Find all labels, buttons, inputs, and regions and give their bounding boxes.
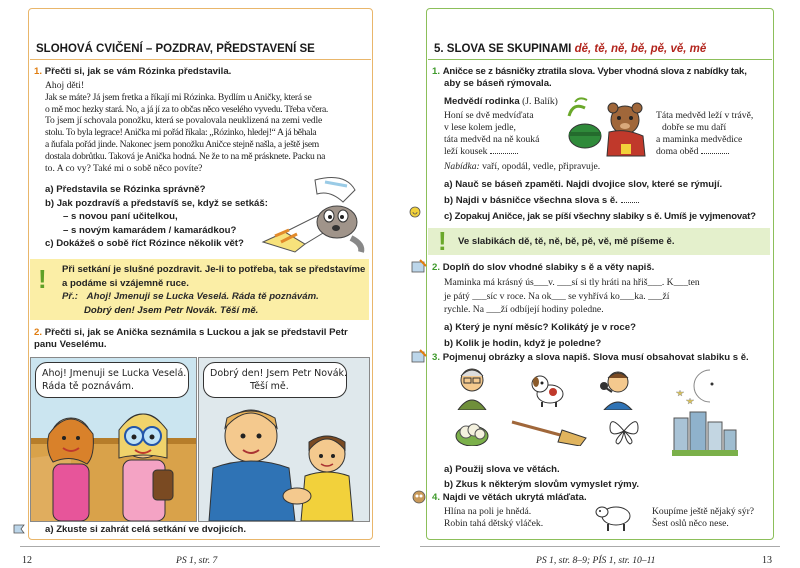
left-task2-heading (34, 327, 364, 351)
poem-line: v lese kolem jedle, (444, 121, 516, 133)
bubble-line: Těší mě. (250, 381, 289, 392)
example-label: Př.: (62, 291, 78, 302)
rule-line: Při setkání je slušné pozdravit. Je-li to potřeba, tak se představíme (62, 264, 366, 275)
snail-icon (408, 205, 422, 219)
speech-bubble-petr (203, 362, 347, 398)
poem-author: (J. Balík) (522, 96, 558, 107)
syllable-rule: Ve slabikách dě, tě, ně, bě, pě, vě, mě píšeme ě. (458, 236, 675, 247)
letter-line: a ňufala pořád jinde. Nakonec jsem ponožku Aničce stejně našla, a ještě jsem (45, 138, 319, 150)
task-text: Přečti si, jak se Anička seznámila s Luckou a jak se představil Petr (44, 327, 348, 338)
poem-line: dobře se mu daří (662, 121, 727, 133)
task-text: panu Veselému. (34, 339, 107, 350)
footer-line (20, 546, 380, 547)
workbook-reference: PS 1, str. 8–9; PÍS 1, str. 10–11 (536, 555, 656, 566)
broom-picture (508, 416, 588, 446)
letter-line: dostala dobrůtku. Taková je Anička hodná. Ne že to na mě prásknete. Packu na (45, 150, 326, 162)
right-task2-heading (432, 262, 772, 274)
bear-cooking-illustration (563, 96, 653, 158)
rule-text (62, 263, 367, 317)
task-text: Přečti si, jak se vám Rózinka představila. (44, 66, 232, 77)
task-number: 2. (432, 262, 441, 273)
task-number: 3. (432, 352, 441, 363)
singing-child-picture (596, 368, 636, 410)
bubble-line: Ráda tě poznávám. (42, 381, 135, 392)
footer-line (420, 546, 780, 547)
task1-questions (444, 177, 774, 225)
poem-heading (444, 96, 558, 108)
question: – s novým kamarádem / kamarádkou? (63, 224, 237, 236)
page-number: 13 (762, 555, 772, 566)
title-syllables: dě, tě, ně, bě, pě, vě, mě (574, 43, 707, 55)
question: b) Kolik je hodin, když je poledne? (444, 338, 602, 349)
task-number: 4. (432, 492, 441, 503)
bubble-line: Dobrý den! Jsem Petr Novák. (210, 368, 348, 379)
flag-icon (12, 523, 26, 535)
fill-line: rychle. Na ___ží odbíjejí hodiny poledne. (444, 304, 604, 315)
task-text: aby se báseň rýmovala. (444, 78, 552, 89)
poem-line: Honí se dvě medvíďata (444, 110, 534, 121)
task-number: 2. (34, 327, 43, 338)
task2-question: a) Zkuste si zahrát celá setkání ve dvojicích. (45, 524, 247, 535)
question: a) Použij slova ve větách. (444, 464, 560, 475)
example-text: Ahoj! Jmenuji se Lucka Veselá. Ráda tě poznávám. (86, 291, 319, 302)
task4-left-sentences (444, 506, 594, 530)
question: a) Představila se Rózinka správně? (45, 184, 206, 195)
task-text: Aničce se z básničky ztratila slova. Vyber vhodná slova z nabídky tak, (442, 66, 747, 77)
page-number: 12 (22, 555, 32, 566)
question: c) Zopakuj Aničce, jak se píší všechny slabiky s ě. Umíš je vyjmenovat? (444, 211, 756, 222)
bubble-line: Ahoj! Jmenuji se Lucka Veselá. (42, 368, 187, 379)
cauliflower-picture (454, 418, 490, 446)
poem-title: Medvědí rodinka (444, 96, 520, 107)
task-text: Doplň do slov vhodné slabiky s ě a věty napiš. (442, 262, 655, 273)
task2-fill-text (444, 276, 774, 317)
letter-line: To jsem jí schovala ponožku, která se povalovala neuklizená na zemi vedle (45, 115, 323, 127)
city-buildings-picture (672, 410, 738, 456)
speech-bubble-lucka (35, 362, 189, 398)
question: b) Zkus k některým slovům vymyslet rýmy. (444, 479, 639, 490)
exclamation-icon: ! (438, 226, 447, 256)
sentence: Robin tahá dětský vláček. (444, 517, 544, 529)
poem-line-with-blank (656, 145, 776, 158)
task2-questions (444, 320, 774, 352)
offer-words: vaří, opodál, vedle, připravuje. (482, 161, 601, 172)
letter-line: o mě moc hezky stará. No, a já jí za to občas něco veselého vyvedu. Třeba včera. (45, 103, 328, 115)
word-offer (444, 161, 600, 173)
left-section-title: SLOHOVÁ CVIČENÍ – POZDRAV, PŘEDSTAVENÍ SE (30, 39, 371, 60)
rule-example: Dobrý den! Jsem Petr Novák. Těší mě. (84, 304, 259, 316)
question: – s novou paní učitelkou, (63, 211, 178, 222)
exclamation-icon: ! (38, 264, 47, 294)
letter-line: Jak se máte? Já jsem fretka a říkají mi Rózinka. Bydlím u Aničky, která se (45, 91, 312, 103)
answer-blank[interactable] (701, 145, 729, 154)
owl-icon (412, 490, 426, 504)
question: a) Který je nyní měsíc? Kolikátý je v roce? (444, 322, 636, 333)
rule-example (62, 290, 367, 304)
comic-panel-2 (198, 357, 370, 522)
dog-puppy-picture (528, 370, 568, 408)
poem-line: a maminka medvědice (656, 133, 743, 145)
task-number: 1. (432, 66, 441, 77)
title-prefix: 5. SLOVA SE SKUPINAMI (434, 43, 572, 55)
sentence: Šest oslů něco nese. (652, 517, 729, 529)
task3-questions (444, 462, 774, 492)
question: b) Jak pozdravíš a představíš se, když se setkáš: (45, 197, 268, 209)
left-task1-heading (34, 66, 364, 78)
offer-label: Nabídka: (444, 161, 480, 172)
answer-blank[interactable] (490, 145, 518, 154)
right-page (400, 0, 800, 568)
moon-stars-picture (670, 366, 730, 408)
ferret-sock-illustration (255, 172, 367, 254)
poem-right-stanza (656, 110, 776, 158)
task-text: Najdi ve větách ukrytá mláďata. (442, 492, 587, 503)
task1-questions (45, 183, 275, 251)
question: a) Nauč se báseň zpaměti. Najdi dvojice slov, které se rýmují. (444, 179, 723, 190)
answer-blank[interactable] (621, 194, 639, 203)
poem-line: Táta medvěd leží v trávě, (656, 110, 754, 121)
pencil-book-icon (410, 348, 428, 364)
task-number: 1. (34, 66, 43, 77)
fill-line: je pátý ___síc v roce. Na ok___ se vyhřívá ko___ka. ___ží (444, 290, 670, 302)
pencil-book-icon (410, 258, 428, 274)
butterfly-picture (606, 416, 642, 446)
workbook-reference: PS 1, str. 7 (176, 555, 218, 566)
letter-line: stolu. To byla legrace! Anička mi pořád říkala: „Rózinko, hledej!“ A já běhala (45, 127, 317, 139)
ferret-letter (45, 80, 370, 174)
right-section-title (428, 39, 772, 60)
letter-line: Ahoj děti! (45, 80, 85, 91)
lamb-picture (594, 500, 634, 532)
fill-line: Maminka má krásný ús___v. ___sí si tly hráti na hřiš___. K___ten (444, 277, 700, 288)
right-task3-heading (432, 352, 772, 364)
task-text: Pojmenuj obrázky a slova napiš. Slova musí obsahovat slabiku s ě. (442, 352, 749, 363)
question: b) Najdi v básničce všechna slova s ě. (444, 195, 618, 206)
sentence: Hlína na poli je hnědá. (444, 506, 532, 517)
question: c) Dokážeš o sobě říct Rózince několik vět? (45, 238, 244, 249)
grandfather-picture (452, 366, 492, 410)
poem-line: táta medvěd na ně kouká (444, 133, 540, 145)
comic-panel-1 (30, 357, 197, 522)
rule-line: a podáme si vzájemně ruce. (62, 277, 189, 289)
question-with-blank (444, 193, 774, 209)
poem-line: leží kousek (444, 146, 488, 158)
letter-line: to. A co vy? Také mi o sobě něco povíte? (45, 162, 203, 174)
poem-line: doma oběd (656, 146, 699, 158)
right-task1-heading (432, 66, 772, 90)
task4-right-sentences (652, 506, 782, 530)
sentence: Koupíme ještě nějaký sýr? (652, 506, 755, 517)
